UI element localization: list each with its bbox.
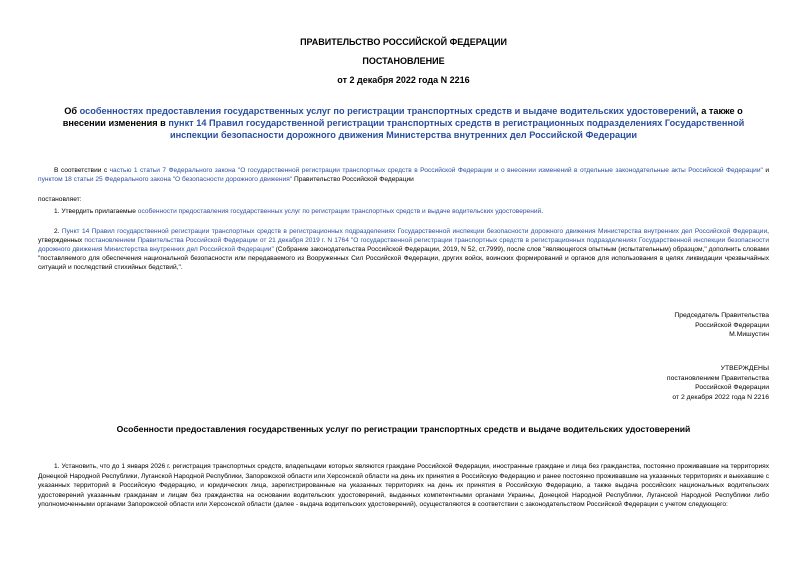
intro-paragraph <box>38 167 769 185</box>
subject-prefix: Об <box>64 106 80 116</box>
approval-line-4: от 2 декабря 2022 года N 2216 <box>672 393 769 401</box>
decrees-label: постановляет: <box>38 196 82 203</box>
subject-link-rules-p14[interactable]: пункт 14 Правил государственной регистрации транспортных средств в регистрационных подразделениях Государственной инспекции безопасности дорожного движения Министерства внутренних дел Российской Федерации <box>168 118 745 140</box>
approval-block <box>667 364 769 402</box>
item-2 <box>38 228 769 273</box>
link-law-road-safety[interactable]: пунктом 18 статьи 25 Федерального закона "О безопасности дорожного движения" <box>38 175 293 183</box>
org-title: ПРАВИТЕЛЬСТВО РОССИЙСКОЙ ФЕДЕРАЦИИ <box>300 37 507 47</box>
approval-line-2: постановлением Правительства <box>666 374 769 382</box>
intro-text-2: и <box>762 167 770 174</box>
item-2-num: 2. <box>54 228 62 235</box>
link-law-vehicle-registration[interactable]: частью 1 статьи 7 Федерального закона "О государственной регистрации транспортных средств в Российской Федерации и о внесении изменений в отдельные законодательные акты Российской Федерации" <box>109 167 763 174</box>
intro-text-3: Правительство Российской Федерации <box>292 175 414 183</box>
annex-title: Особенности предоставления государственных услуг по регистрации транспортных средств и выдаче водительских удостоверений <box>116 424 691 434</box>
subject-middle: , а также о внесении изменения в <box>62 106 743 128</box>
item-2-text-2: (Собрание законодательства Российской Федерации, 2019, N 52, ст.7999), после слов "являющегося опытным (испытательным) образцом," дополнить словами "поставляемого для обеспечения национальной безопасности или передаваемого из Вооруженных Сил Российской Федерации, других войск, воинских формирований и органов для использования в целях ликвидации чрезвычайных ситуаций и последствий стихийных бедствий,". <box>38 245 769 271</box>
signature-name: М.Мишустин <box>729 331 769 339</box>
signature-org: Российской Федерации <box>695 321 769 329</box>
signature-position: Председатель Правительства <box>674 312 769 319</box>
link-approved-features[interactable]: особенности предоставления государственных услуг по регистрации транспортных средств и выдаче водительских удостоверений <box>137 208 542 215</box>
doc-date-number: от 2 декабря 2022 года N 2216 <box>337 75 470 85</box>
approval-heading: УТВЕРЖДЕНЫ <box>720 365 769 372</box>
item-1 <box>38 208 769 217</box>
item-1-text: 1. Утвердить прилагаемые <box>54 208 138 215</box>
doc-type: ПОСТАНОВЛЕНИЕ <box>362 56 445 66</box>
item-2-text-1: , утвержденных <box>38 228 769 244</box>
item-1-end: . <box>541 208 544 215</box>
link-resolution-1764[interactable]: постановлением Правительства Российской Федерации от 21 декабря 2019 г. N 1764 "О государственной регистрации транспортных средств в регистрационных подразделениях Государственной инспекции безопасности дорожного движения Министерства внутренних дел Российской Федерации" <box>38 236 770 253</box>
annex-paragraph-1: 1. Установить, что до 1 января 2026 г. регистрация транспортных средств, владельцами которых являются граждане Российской Федерации, иностранные граждане и лица без гражданства, постоянно проживавшие на территориях Донецкой Народной Республики, Луганской Народной Республики, Запорожской области или Херсонской области на день их принятия в Российскую Федерацию и ранее постоянно проживавшие на указанных территориях и выехавшие с указанных территорий в Российскую Федерацию, и юридических лица, зарегистрированные на указанных территориях на день их принятия в Российскую Федерацию, а также выдача российских национальных водительских удостоверений указанным гражданам и лицам без гражданства на основании водительских удостоверений, выданных компетентными органами Украины, Донецкой Народной Республики, Луганской Народной Республики либо уполномоченными органами Запорожской области или Херсонской области (далее - выдача водительских удостоверений), осуществляются в соответствии с законодательством Российской Федерации с учетом следующего: <box>38 463 769 509</box>
link-rules-p14[interactable]: Пункт 14 Правил государственной регистрации транспортных средств в регистрационных подразделениях Государственной инспекции безопасности дорожного движения Министерства внутренних дел Российской Федерации <box>61 228 768 235</box>
document-subject <box>45 105 762 141</box>
approval-line-3: Российской Федерации <box>695 384 769 392</box>
intro-text-1: В соответствии с <box>54 167 110 174</box>
subject-link-features[interactable]: особенностях предоставления государственных услуг по регистрации транспортных средств и выдаче водительских удостоверений <box>79 106 697 116</box>
signature-block <box>674 311 769 340</box>
